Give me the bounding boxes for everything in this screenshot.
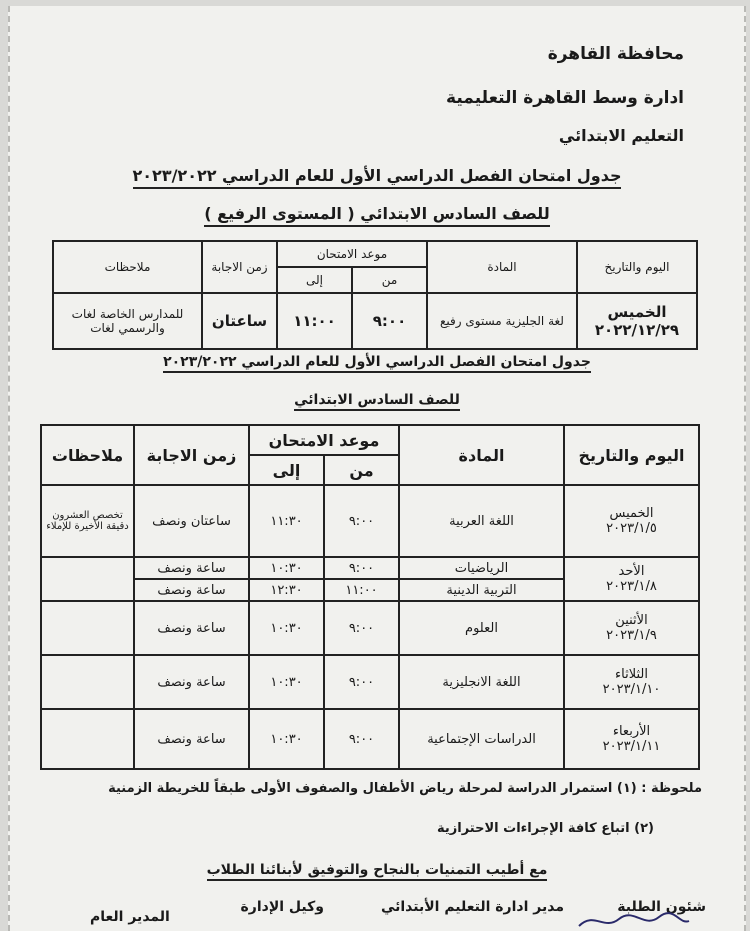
duration-cell: ساعة ونصف	[134, 601, 249, 655]
from-cell: ٩:٠٠	[324, 485, 399, 557]
subject-cell: اللغة العربية	[399, 485, 564, 557]
day-date-cell: الثلاثاء ٢٠٢٣/١/١٠	[564, 655, 699, 709]
from-cell: ١١:٠٠	[324, 579, 399, 601]
table2-header-from: من	[324, 455, 399, 485]
to-cell: ١٢:٣٠	[249, 579, 324, 601]
notes-cell	[41, 601, 134, 655]
table-row	[41, 485, 699, 557]
table1-header-from: من	[352, 267, 427, 293]
subject-cell: الدراسات الإجتماعية	[399, 709, 564, 769]
subject-cell: العلوم	[399, 601, 564, 655]
table1-header-day-date: اليوم والتاريخ	[577, 241, 697, 293]
table2-header-subject: المادة	[399, 425, 564, 485]
table1-duration: ساعتان	[202, 293, 277, 349]
signature-student-affairs: شئون الطلبة	[617, 899, 706, 915]
duration-cell: ساعة ونصف	[134, 655, 249, 709]
note-2: (٢) اتباع كافة الإجراءات الاحترازية	[437, 821, 654, 836]
table1	[52, 240, 698, 350]
table1-title: جدول امتحان الفصل الدراسي الأول للعام الدراسي ٢٠٢٣/٢٠٢٢	[10, 166, 744, 185]
duration-cell: ساعة ونصف	[134, 557, 249, 579]
table2-subtitle: للصف السادس الابتدائي	[10, 392, 744, 408]
notes-cell	[41, 655, 134, 709]
table1-header-duration: زمن الاجابة	[202, 241, 277, 293]
signature-general-director: المدير العام	[90, 909, 170, 925]
handwritten-signature-mark	[574, 911, 694, 931]
administration-heading: ادارة وسط القاهرة التعليمية	[446, 88, 684, 108]
stage-heading: التعليم الابتدائي	[558, 126, 684, 145]
table2-header-duration: زمن الاجابة	[134, 425, 249, 485]
from-cell: ٩:٠٠	[324, 709, 399, 769]
table2	[40, 424, 700, 770]
table2-title: جدول امتحان الفصل الدراسي الأول للعام الدراسي ٢٠٢٣/٢٠٢٢	[10, 354, 744, 370]
from-cell: ٩:٠٠	[324, 557, 399, 579]
subject-cell: الرياضيات	[399, 557, 564, 579]
table1-from: ٩:٠٠	[352, 293, 427, 349]
note-1: ملحوظة : (١) استمرار الدراسة لمرحلة رياض الأطفال والصفوف الأولى طبقاً للخريطة الزمنية	[108, 781, 702, 796]
notes-cell	[41, 557, 134, 601]
closing-wish: مع أطيب التمنيات بالنجاح والتوفيق لأبنائنا الطلاب	[10, 862, 744, 878]
day-date-cell: الأربعاء ٢٠٢٣/١/١١	[564, 709, 699, 769]
table1-subject: لغة الجليزية مستوى رفيع	[427, 293, 577, 349]
to-cell: ١٠:٣٠	[249, 601, 324, 655]
subject-cell: اللغة الانجليزية	[399, 655, 564, 709]
table1-header-notes: ملاحظات	[53, 241, 202, 293]
document-page	[8, 6, 746, 931]
signature-primary-director: مدير ادارة التعليم الأبتدائي	[380, 899, 564, 915]
to-cell: ١٠:٣٠	[249, 655, 324, 709]
table2-header-notes: ملاحظات	[41, 425, 134, 485]
table1-to: ١١:٠٠	[277, 293, 352, 349]
table-row	[41, 601, 699, 655]
table1-day-date: الخميس ٢٠٢٢/١٢/٢٩	[577, 293, 697, 349]
table1-row	[53, 293, 697, 349]
notes-cell	[41, 709, 134, 769]
table1-subtitle: للصف السادس الابتدائي ( المستوى الرفيع )	[10, 204, 744, 223]
table-row	[41, 655, 699, 709]
table1-header-to: إلى	[277, 267, 352, 293]
from-cell: ٩:٠٠	[324, 655, 399, 709]
subject-cell: التربية الدينية	[399, 579, 564, 601]
duration-cell: ساعة ونصف	[134, 709, 249, 769]
day-date-cell: الأحد ٢٠٢٣/١/٨	[564, 557, 699, 601]
duration-cell: ساعتان ونصف	[134, 485, 249, 557]
table2-header-day-date: اليوم والتاريخ	[564, 425, 699, 485]
table1-notes: للمدارس الخاصة لغات والرسمي لغات	[53, 293, 202, 349]
table1-header-subject: المادة	[427, 241, 577, 293]
day-date-cell: الأثنين ٢٠٢٣/١/٩	[564, 601, 699, 655]
table2-header-to: إلى	[249, 455, 324, 485]
signature-deputy: وكيل الإدارة	[240, 899, 324, 915]
from-cell: ٩:٠٠	[324, 601, 399, 655]
table1-header-exam-time: موعد الامتحان	[277, 241, 427, 267]
table-row	[41, 557, 699, 579]
table-row	[41, 709, 699, 769]
table2-header-exam-time: موعد الامتحان	[249, 425, 399, 455]
day-date-cell: الخميس ٢٠٢٣/١/٥	[564, 485, 699, 557]
notes-cell: تخصص العشرون دقيقة الأخيرة للإملاء	[41, 485, 134, 557]
duration-cell: ساعة ونصف	[134, 579, 249, 601]
governorate-heading: محافظة القاهرة	[547, 44, 684, 64]
to-cell: ١٠:٣٠	[249, 709, 324, 769]
to-cell: ١٠:٣٠	[249, 557, 324, 579]
to-cell: ١١:٣٠	[249, 485, 324, 557]
